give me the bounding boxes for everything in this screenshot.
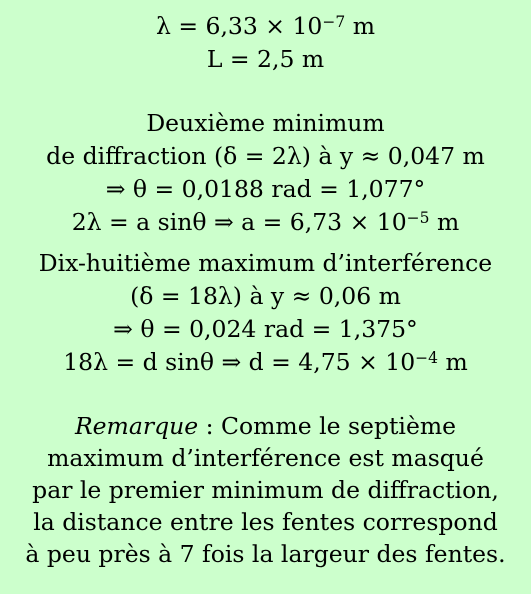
wavelength-value: λ = 6,33 × 10 xyxy=(155,12,323,40)
slit-width-unit: m xyxy=(429,208,460,236)
slit-spacing-line xyxy=(0,346,531,379)
diffraction-angle: ⇒ θ = 0,0188 rad = 1,077° xyxy=(105,175,426,203)
diffraction-heading: Deuxième minimum xyxy=(146,109,385,137)
slit-width-line xyxy=(0,206,531,239)
remark-line-1 xyxy=(0,410,531,442)
remark-line-4: la distance entre les fentes correspond xyxy=(33,508,498,536)
remark-line-3: par le premier minimum de diffraction, xyxy=(32,476,499,504)
wavelength-line xyxy=(0,10,531,43)
wavelength-unit: m xyxy=(345,12,375,40)
interference-condition: (δ = 18λ) à y ≈ 0,06 m xyxy=(130,282,401,310)
interference-angle: ⇒ θ = 0,024 rad = 1,375° xyxy=(113,315,418,343)
diffraction-condition: de diffraction (δ = 2λ) à y ≈ 0,047 m xyxy=(46,142,485,170)
remark-text-1: : Comme le septième xyxy=(198,412,457,440)
wavelength-exponent: −7 xyxy=(322,13,346,32)
remark-block xyxy=(0,410,531,570)
remark-line-5: à peu près à 7 fois la largeur des fentes. xyxy=(25,540,506,568)
slit-spacing-exponent: −4 xyxy=(415,349,439,368)
remark-line-2: maximum d’interférence est masqué xyxy=(47,444,484,472)
slit-width-value: 2λ = a sinθ ⇒ a = 6,73 × 10 xyxy=(71,208,407,236)
screen-distance-line: L = 2,5 m xyxy=(206,45,325,73)
interference-heading: Dix-huitième maximum d’interférence xyxy=(38,249,493,277)
slit-width-exponent: −5 xyxy=(406,209,430,228)
remark-label: Remarque xyxy=(74,412,199,440)
slit-spacing-unit: m xyxy=(438,348,468,376)
slit-spacing-value: 18λ = d sinθ ⇒ d = 4,75 × 10 xyxy=(63,348,416,376)
